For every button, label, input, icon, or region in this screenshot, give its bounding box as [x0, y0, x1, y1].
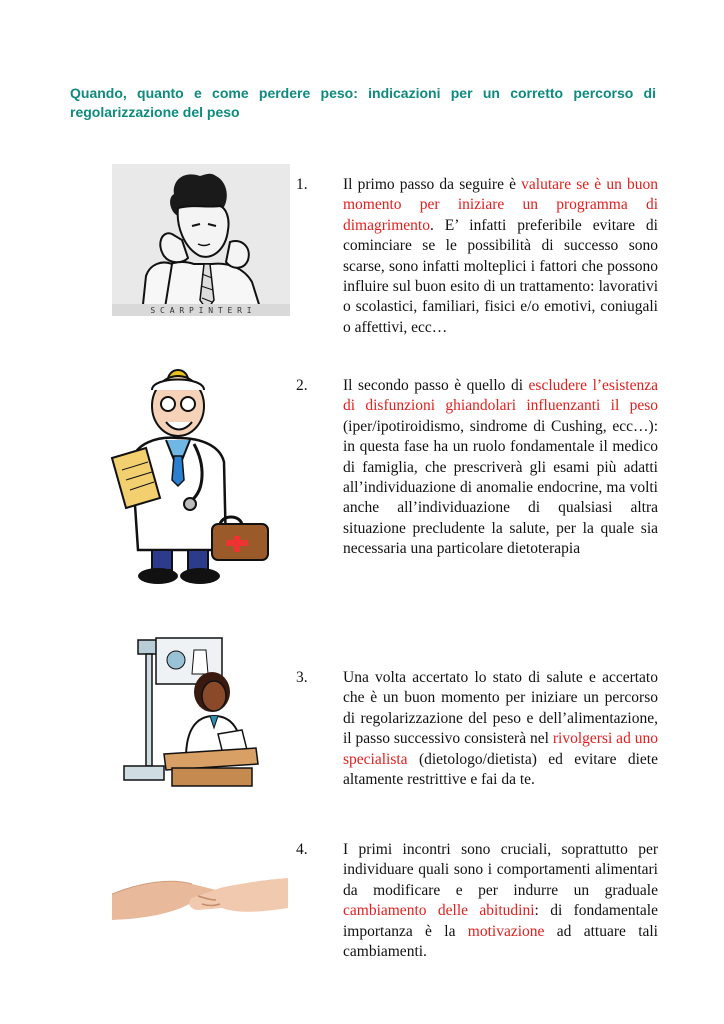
body-text: (dietologo/dietista) ed evitare diete altamente restrittive e fai da te. — [343, 750, 658, 789]
item-number: 1. — [296, 176, 308, 193]
body-text: I primi incontri sono cruciali, soprattutto per individuare quali sono i comportamenti alimentari da modificare e per indurre un graduale — [343, 841, 658, 899]
item-body — [343, 376, 658, 560]
body-text: Il primo passo da seguire è — [343, 176, 522, 193]
item-text — [296, 668, 658, 790]
highlighted-text: rivolgersi ad uno specialista — [343, 730, 658, 768]
page-title: Quando, quanto e come perdere peso: indicazioni per un corretto percorso di regolarizzazione del peso — [70, 85, 656, 120]
item-body — [343, 840, 658, 962]
body-text: . E’ infatti preferibile evitare di cominciare se le possibilità di successo sono scarse, sono infatti molteplici i fattori che possono influire sul buon esito di un trattamento: lavorativi o scolastici, familiari, fisici e/o emotivi, coniugali o affettivi, ecc… — [343, 216, 658, 336]
dietitian-illustration — [116, 630, 262, 790]
item-text — [296, 376, 658, 560]
body-text: Una volta accertato lo stato di salute e accertato che è un buon momento per iniziare un percorso di regolarizzazione del peso e dell’alimentazione, il passo successivo consisterà nel — [343, 669, 658, 748]
item-text — [296, 840, 658, 962]
thinking-man-illustration — [112, 164, 290, 316]
body-text: ad attuare tali cambiamenti. — [343, 922, 658, 961]
body-text: Il secondo passo è quello di — [343, 377, 529, 394]
doctor-illustration — [108, 360, 276, 586]
highlighted-text: cambiamento delle abitudini — [343, 902, 535, 920]
body-text: (iper/ipotiroidismo, sindrome di Cushing, ecc…): in questa fase ha un ruolo fondamentale il medico di famiglia, che prescriverà gli esami più adatti all’individuazione di anomalie endocrine, ma volti anche all’individuazione di qualsiasi altra situazione precludente la salute, per la quale sia necessaria una particolare dietoterapia — [343, 417, 658, 558]
highlighted-text: escludere l’esistenza di disfunzioni ghiandolari influenzanti il peso — [343, 377, 658, 415]
item-text — [296, 175, 658, 338]
item-number: 2. — [296, 377, 308, 394]
picture-caption: S C A R P I N T E R I — [150, 306, 252, 315]
item-number: 3. — [296, 669, 308, 686]
item-number: 4. — [296, 841, 308, 858]
highlighted-text: motivazione — [467, 922, 545, 940]
body-text: : di fondamentale importanza è la — [343, 902, 658, 940]
item-body — [343, 175, 658, 338]
item-body — [343, 668, 658, 790]
handshake-photo — [112, 838, 288, 946]
highlighted-text: valutare se è un buon momento per iniziare un programma di dimagrimento — [343, 176, 658, 234]
